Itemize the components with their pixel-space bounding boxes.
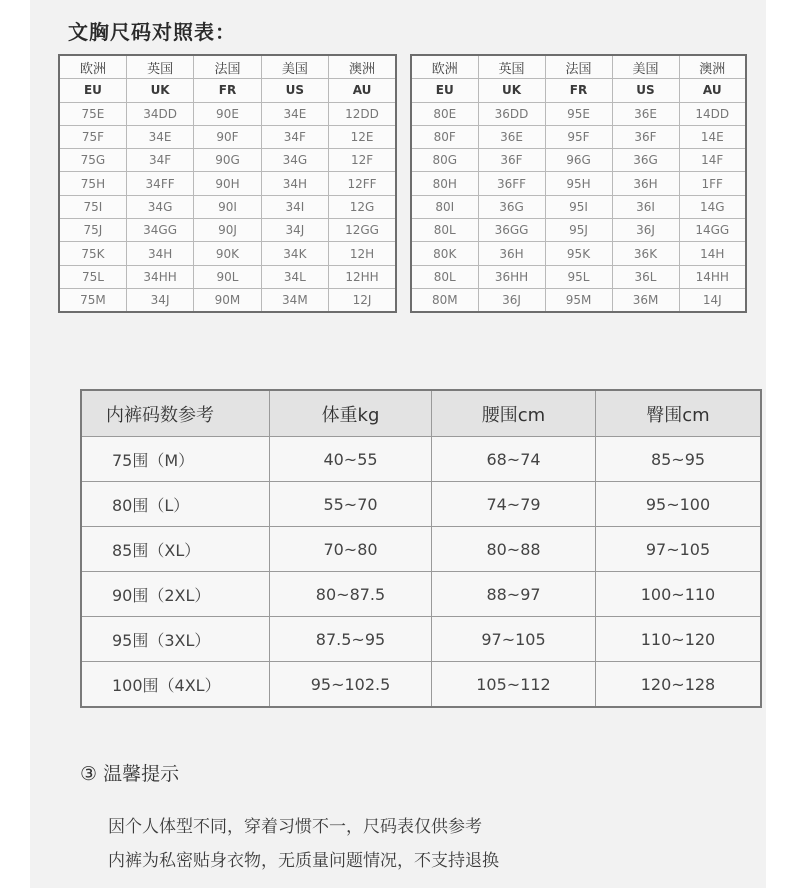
size-cell: 90M	[194, 288, 261, 312]
size-cell: 80H	[411, 172, 478, 195]
size-cell: 14DD	[679, 102, 746, 125]
briefs-value-cell: 80~87.5	[270, 572, 432, 617]
size-cell: 34J	[126, 288, 193, 312]
region-header-cell: 美国	[261, 55, 328, 79]
size-cell: 12F	[329, 149, 396, 172]
table-row	[411, 172, 746, 195]
size-cell: 36M	[612, 288, 679, 312]
briefs-value-cell: 85~95	[596, 437, 762, 482]
region-code-cell: US	[261, 79, 328, 102]
size-cell: 75G	[59, 149, 126, 172]
size-cell: 95I	[545, 195, 612, 218]
briefs-value-cell: 105~112	[432, 662, 596, 708]
size-cell: 34FF	[126, 172, 193, 195]
briefs-value-cell: 40~55	[270, 437, 432, 482]
table-row	[411, 102, 746, 125]
size-cell: 36K	[612, 242, 679, 265]
size-cell: 90G	[194, 149, 261, 172]
size-cell: 95J	[545, 219, 612, 242]
region-code-cell: AU	[329, 79, 396, 102]
size-cell: 12FF	[329, 172, 396, 195]
briefs-value-cell: 95~100	[596, 482, 762, 527]
table-row	[411, 195, 746, 218]
table-row	[59, 172, 396, 195]
table-row	[59, 288, 396, 312]
table-row	[59, 102, 396, 125]
size-cell: 80L	[411, 219, 478, 242]
table-row	[59, 149, 396, 172]
briefs-value-cell: 70~80	[270, 527, 432, 572]
size-cell: 36GG	[478, 219, 545, 242]
table-row	[411, 219, 746, 242]
size-cell: 36E	[612, 102, 679, 125]
size-cell: 34H	[261, 172, 328, 195]
region-code-row	[59, 79, 396, 102]
briefs-value-cell: 100~110	[596, 572, 762, 617]
table-row	[411, 125, 746, 148]
size-cell: 12GG	[329, 219, 396, 242]
briefs-value-cell: 110~120	[596, 617, 762, 662]
briefs-value-cell: 55~70	[270, 482, 432, 527]
table-row	[59, 265, 396, 288]
size-cell: 36L	[612, 265, 679, 288]
size-cell: 95H	[545, 172, 612, 195]
briefs-size-cell: 80围（L）	[81, 482, 270, 527]
briefs-value-cell: 95~102.5	[270, 662, 432, 708]
briefs-value-cell: 68~74	[432, 437, 596, 482]
size-cell: 80I	[411, 195, 478, 218]
size-cell: 12DD	[329, 102, 396, 125]
size-cell: 80F	[411, 125, 478, 148]
size-cell: 90E	[194, 102, 261, 125]
region-header-cell: 英国	[478, 55, 545, 79]
size-chart-page	[30, 0, 766, 888]
size-cell: 36HH	[478, 265, 545, 288]
briefs-value-cell: 88~97	[432, 572, 596, 617]
size-cell: 90I	[194, 195, 261, 218]
size-cell: 80L	[411, 265, 478, 288]
size-cell: 12J	[329, 288, 396, 312]
region-code-cell: FR	[194, 79, 261, 102]
bra-size-title: 文胸尺码对照表：	[68, 20, 236, 44]
size-cell: 95F	[545, 125, 612, 148]
briefs-size-cell: 100围（4XL）	[81, 662, 270, 708]
size-cell: 1FF	[679, 172, 746, 195]
size-cell: 80G	[411, 149, 478, 172]
size-cell: 14J	[679, 288, 746, 312]
size-cell: 95K	[545, 242, 612, 265]
region-code-cell: US	[612, 79, 679, 102]
size-cell: 75J	[59, 219, 126, 242]
size-cell: 36DD	[478, 102, 545, 125]
size-cell: 96G	[545, 149, 612, 172]
size-cell: 75L	[59, 265, 126, 288]
size-cell: 36E	[478, 125, 545, 148]
bra-size-table-left	[58, 54, 397, 313]
region-header-cell: 欧洲	[411, 55, 478, 79]
size-cell: 90K	[194, 242, 261, 265]
region-header-cell: 美国	[612, 55, 679, 79]
briefs-header-row	[81, 390, 761, 437]
size-cell: 34F	[261, 125, 328, 148]
size-cell: 36H	[612, 172, 679, 195]
briefs-value-cell: 97~105	[596, 527, 762, 572]
region-header-cell: 澳洲	[679, 55, 746, 79]
table-row	[81, 572, 761, 617]
size-cell: 14H	[679, 242, 746, 265]
size-cell: 95L	[545, 265, 612, 288]
briefs-value-cell: 120~128	[596, 662, 762, 708]
size-cell: 36G	[612, 149, 679, 172]
size-cell: 34GG	[126, 219, 193, 242]
size-cell: 34L	[261, 265, 328, 288]
table-row	[81, 527, 761, 572]
table-row	[59, 195, 396, 218]
size-cell: 34DD	[126, 102, 193, 125]
briefs-header-cell: 臀围cm	[596, 390, 762, 437]
table-row	[81, 482, 761, 527]
briefs-header-cell: 内裤码数参考	[81, 390, 270, 437]
table-row	[81, 662, 761, 708]
size-cell: 95E	[545, 102, 612, 125]
region-code-cell: EU	[411, 79, 478, 102]
region-code-cell: FR	[545, 79, 612, 102]
size-cell: 14HH	[679, 265, 746, 288]
table-row	[59, 242, 396, 265]
size-cell: 75F	[59, 125, 126, 148]
tip-line: 内裤为私密贴身衣物，无质量问题情况，不支持退换	[108, 851, 499, 871]
table-row	[59, 125, 396, 148]
size-cell: 34G	[261, 149, 328, 172]
briefs-size-cell: 90围（2XL）	[81, 572, 270, 617]
size-cell: 34E	[261, 102, 328, 125]
table-row	[411, 265, 746, 288]
region-code-row	[411, 79, 746, 102]
size-cell: 34E	[126, 125, 193, 148]
briefs-value-cell: 80~88	[432, 527, 596, 572]
size-cell: 14GG	[679, 219, 746, 242]
briefs-value-cell: 74~79	[432, 482, 596, 527]
table-row	[81, 617, 761, 662]
region-code-cell: EU	[59, 79, 126, 102]
table-row	[411, 149, 746, 172]
size-cell: 34F	[126, 149, 193, 172]
region-header-cell: 欧洲	[59, 55, 126, 79]
size-cell: 34M	[261, 288, 328, 312]
size-cell: 90L	[194, 265, 261, 288]
size-cell: 36F	[612, 125, 679, 148]
tips-title: ③ 温馨提示	[80, 763, 180, 785]
region-header-cell: 法国	[545, 55, 612, 79]
region-header-row	[411, 55, 746, 79]
size-cell: 75I	[59, 195, 126, 218]
size-cell: 90H	[194, 172, 261, 195]
region-header-row	[59, 55, 396, 79]
size-cell: 75M	[59, 288, 126, 312]
size-cell: 34HH	[126, 265, 193, 288]
region-header-cell: 法国	[194, 55, 261, 79]
briefs-header-cell: 腰围cm	[432, 390, 596, 437]
size-cell: 14E	[679, 125, 746, 148]
size-cell: 34H	[126, 242, 193, 265]
table-row	[59, 219, 396, 242]
size-cell: 36F	[478, 149, 545, 172]
size-cell: 95M	[545, 288, 612, 312]
size-cell: 36J	[478, 288, 545, 312]
size-cell: 12HH	[329, 265, 396, 288]
size-cell: 36I	[612, 195, 679, 218]
size-cell: 12E	[329, 125, 396, 148]
size-cell: 36J	[612, 219, 679, 242]
size-cell: 34J	[261, 219, 328, 242]
tip-line: 因个人体型不同，穿着习惯不一，尺码表仅供参考	[108, 817, 482, 837]
size-cell: 34I	[261, 195, 328, 218]
size-cell: 12H	[329, 242, 396, 265]
size-cell: 90F	[194, 125, 261, 148]
briefs-size-cell: 85围（XL）	[81, 527, 270, 572]
size-cell: 14G	[679, 195, 746, 218]
briefs-size-table	[80, 389, 762, 708]
region-header-cell: 澳洲	[329, 55, 396, 79]
briefs-value-cell: 97~105	[432, 617, 596, 662]
size-cell: 75K	[59, 242, 126, 265]
briefs-size-cell: 95围（3XL）	[81, 617, 270, 662]
size-cell: 75E	[59, 102, 126, 125]
size-cell: 80M	[411, 288, 478, 312]
size-cell: 34K	[261, 242, 328, 265]
size-cell: 36FF	[478, 172, 545, 195]
size-cell: 12G	[329, 195, 396, 218]
briefs-size-cell: 75围（M）	[81, 437, 270, 482]
size-cell: 34G	[126, 195, 193, 218]
size-cell: 90J	[194, 219, 261, 242]
size-cell: 36H	[478, 242, 545, 265]
size-cell: 80E	[411, 102, 478, 125]
briefs-value-cell: 87.5~95	[270, 617, 432, 662]
region-code-cell: UK	[126, 79, 193, 102]
table-row	[81, 437, 761, 482]
size-cell: 75H	[59, 172, 126, 195]
region-code-cell: AU	[679, 79, 746, 102]
table-row	[411, 288, 746, 312]
size-cell: 14F	[679, 149, 746, 172]
region-header-cell: 英国	[126, 55, 193, 79]
size-cell: 80K	[411, 242, 478, 265]
region-code-cell: UK	[478, 79, 545, 102]
bra-size-table-right	[410, 54, 747, 313]
table-row	[411, 242, 746, 265]
briefs-header-cell: 体重kg	[270, 390, 432, 437]
size-cell: 36G	[478, 195, 545, 218]
